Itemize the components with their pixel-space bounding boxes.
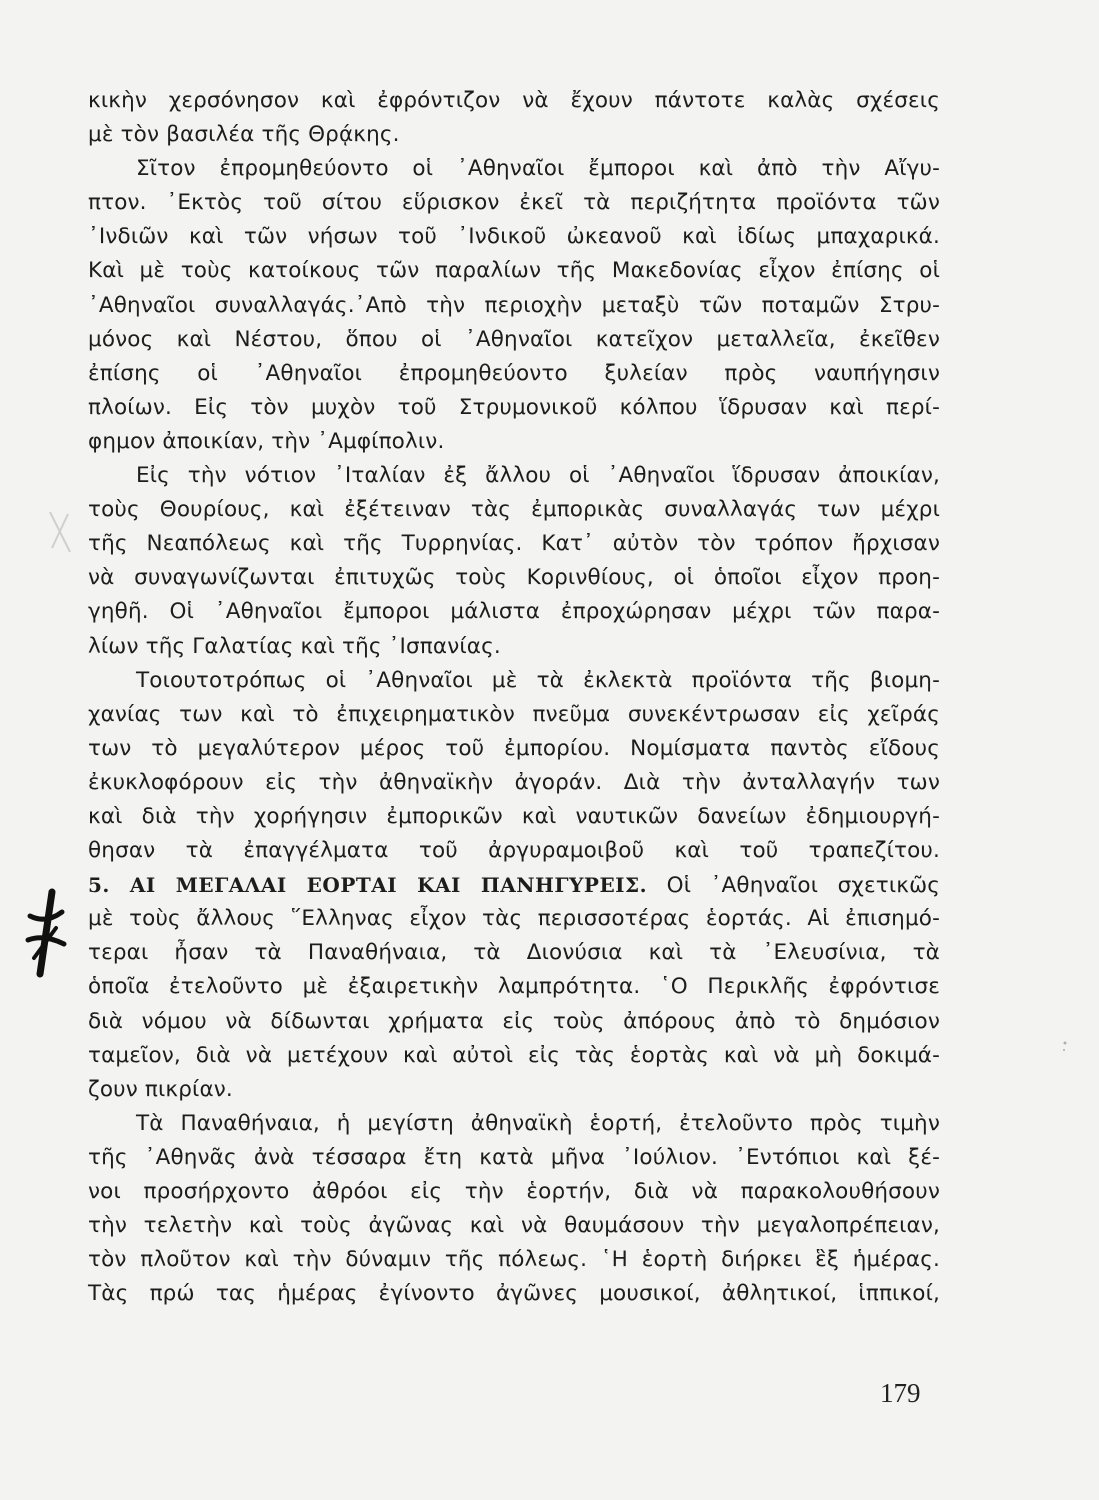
heading-line-text: Οἱ ᾽Αθηναῖοι σχετικῶς <box>666 873 941 899</box>
text-line: πλοίων. Εἰς τὸν μυχὸν τοῦ Στρυμονικοῦ κόλπου ἵδρυσαν καὶ περί- <box>88 394 940 420</box>
text-line: ἐκυκλοφόρουν εἰς τὴν ἀθηναϊκὴν ἀγοράν. Διὰ τὴν ἀνταλλαγήν των <box>88 769 940 795</box>
text-line: Τοιουτοτρόπως οἱ ᾽Αθηναῖοι μὲ τὰ ἐκλεκτὰ προϊόντα τῆς βιομη- <box>136 667 940 693</box>
text-line: τὸν πλοῦτον καὶ τὴν δύναμιν τῆς πόλεως. ῾Η ἑορτὴ διήρκει ἓξ ἡμέρας. <box>88 1247 940 1273</box>
handwritten-margin-mark <box>22 888 72 978</box>
text-line: ζουν πικρίαν. <box>88 1076 233 1102</box>
text-line: θησαν τὰ ἐπαγγέλματα τοῦ ἀργυραμοιβοῦ καὶ τοῦ τραπεζίτου. <box>88 838 940 864</box>
text-line <box>88 868 940 902</box>
text-line: τὴν τελετὴν καὶ τοὺς ἀγῶνας καὶ νὰ θαυμάσουν τὴν μεγαλοπρέπειαν, <box>88 1213 940 1239</box>
text-line: ὁποῖα ἐτελοῦντο μὲ ἐξαιρετικὴν λαμπρότητα. ῾Ο Περικλῆς ἐφρόντισε <box>88 974 940 1000</box>
text-line: ἐπίσης οἱ ᾽Αθηναῖοι ἐπρομηθεύοντο ξυλείαν πρὸς ναυπήγησιν <box>88 360 940 386</box>
text-line: Εἰς τὴν νότιον ᾽Ιταλίαν ἐξ ἄλλου οἱ ᾽Αθηναῖοι ἵδρυσαν ἀποικίαν, <box>136 463 940 489</box>
text-line: γηθῆ. Οἱ ᾽Αθηναῖοι ἔμποροι μάλιστα ἐπροχώρησαν μέχρι τῶν παρα- <box>88 599 940 625</box>
text-line: ᾽Αθηναῖοι συναλλαγάς.᾽Απὸ τὴν περιοχὴν μεταξὺ τῶν ποταμῶν Στρυ- <box>88 292 940 318</box>
text-line: Τὰς πρώ τας ἡμέρας ἐγίνοντο ἀγῶνες μουσικοί, ἀθλητικοί, ἱππικοί, <box>88 1281 940 1307</box>
text-line: φημον ἀποικίαν, τὴν ᾽Αμφίπολιν. <box>88 428 445 454</box>
text-line: νοι προσήρχοντο ἀθρόοι εἰς τὴν ἑορτήν, διὰ νὰ παρακολουθήσουν <box>88 1179 940 1204</box>
text-line: μὲ τὸν βασιλέα τῆς Θρᾴκης. <box>88 122 400 148</box>
text-line: μόνος καὶ Νέστου, ὅπου οἱ ᾽Αθηναῖοι κατεῖχον μεταλλεῖα, ἐκεῖθεν <box>88 326 940 352</box>
text-line: λίων τῆς Γαλατίας καὶ τῆς ᾽Ισπανίας. <box>88 633 501 659</box>
text-line: τῆς ᾽Αθηνᾶς ἀνὰ τέσσαρα ἔτη κατὰ μῆνα ᾽Ιούλιον. ᾽Εντόπιοι καὶ ξέ- <box>88 1144 940 1170</box>
faint-margin-mark <box>46 508 76 558</box>
page-number: 179 <box>880 1378 921 1408</box>
text-line: ᾽Ινδιῶν καὶ τῶν νήσων τοῦ ᾽Ινδικοῦ ὠκεανοῦ καὶ ἰδίως μπαχαρικά. <box>88 224 940 250</box>
text-line: διὰ νόμου νὰ δίδωνται χρήματα εἰς τοὺς ἀπόρους ἀπὸ τὸ δημόσιον <box>88 1008 940 1034</box>
text-line: τοὺς Θουρίους, καὶ ἐξέτειναν τὰς ἐμπορικὰς συναλλαγάς των μέχρι <box>88 497 940 523</box>
text-line: Τὰ Παναθήναια, ἡ μεγίστη ἀθηναϊκὴ ἑορτή, ἐτελοῦντο πρὸς τιμὴν <box>136 1110 940 1136</box>
text-line: νὰ συναγωνίζωνται ἐπιτυχῶς τοὺς Κορινθίους, οἱ ὁποῖοι εἶχον προη- <box>88 565 940 591</box>
text-line: κικὴν χερσόνησον καὶ ἐφρόντιζον νὰ ἔχουν πάντοτε καλὰς σχέσεις <box>88 88 940 113</box>
text-line: τεραι ἦσαν τὰ Παναθήναια, τὰ Διονύσια καὶ τὰ ᾽Ελευσίνια, τὰ <box>88 940 940 966</box>
text-line: χανίας των καὶ τὸ ἐπιχειρηματικὸν πνεῦμα συνεκέντρωσαν εἰς χεῖράς <box>88 701 940 727</box>
text-line: καὶ διὰ τὴν χορήγησιν ἐμπορικῶν καὶ ναυτικῶν δανείων ἐδημιουργή- <box>88 803 940 829</box>
text-line: Καὶ μὲ τοὺς κατοίκους τῶν παραλίων τῆς Μακεδονίας εἶχον ἐπίσης οἱ <box>88 258 940 284</box>
paper-speck <box>1060 1038 1070 1058</box>
section-heading: 5. ΑΙ ΜΕΓΑΛΑΙ ΕΟΡΤΑΙ ΚΑΙ ΠΑΝΗΓΥΡΕΙΣ. <box>88 873 648 898</box>
body-text <box>88 84 940 1311</box>
text-line: των τὸ μεγαλύτερον μέρος τοῦ ἐμπορίου. Νομίσματα παντὸς εἴδους <box>88 735 940 761</box>
text-line: Σῖτον ἐπρομηθεύοντο οἱ ᾽Αθηναῖοι ἔμποροι καὶ ἀπὸ τὴν Αἴγυ- <box>136 156 940 182</box>
text-line: τῆς Νεαπόλεως καὶ τῆς Τυρρηνίας. Κατ᾽ αὐτὸν τὸν τρόπον ἤρχισαν <box>88 531 940 557</box>
text-line: πτον. ᾽Εκτὸς τοῦ σίτου εὕρισκον ἐκεῖ τὰ περιζήτητα προϊόντα τῶν <box>88 190 940 216</box>
text-line: ταμεῖον, διὰ νὰ μετέχουν καὶ αὐτοὶ εἰς τὰς ἑορτὰς καὶ νὰ μὴ δοκιμά- <box>88 1042 940 1068</box>
text-line: μὲ τοὺς ἄλλους ῞Ελληνας εἶχον τὰς περισσοτέρας ἑορτάς. Αἱ ἐπισημό- <box>88 906 940 932</box>
